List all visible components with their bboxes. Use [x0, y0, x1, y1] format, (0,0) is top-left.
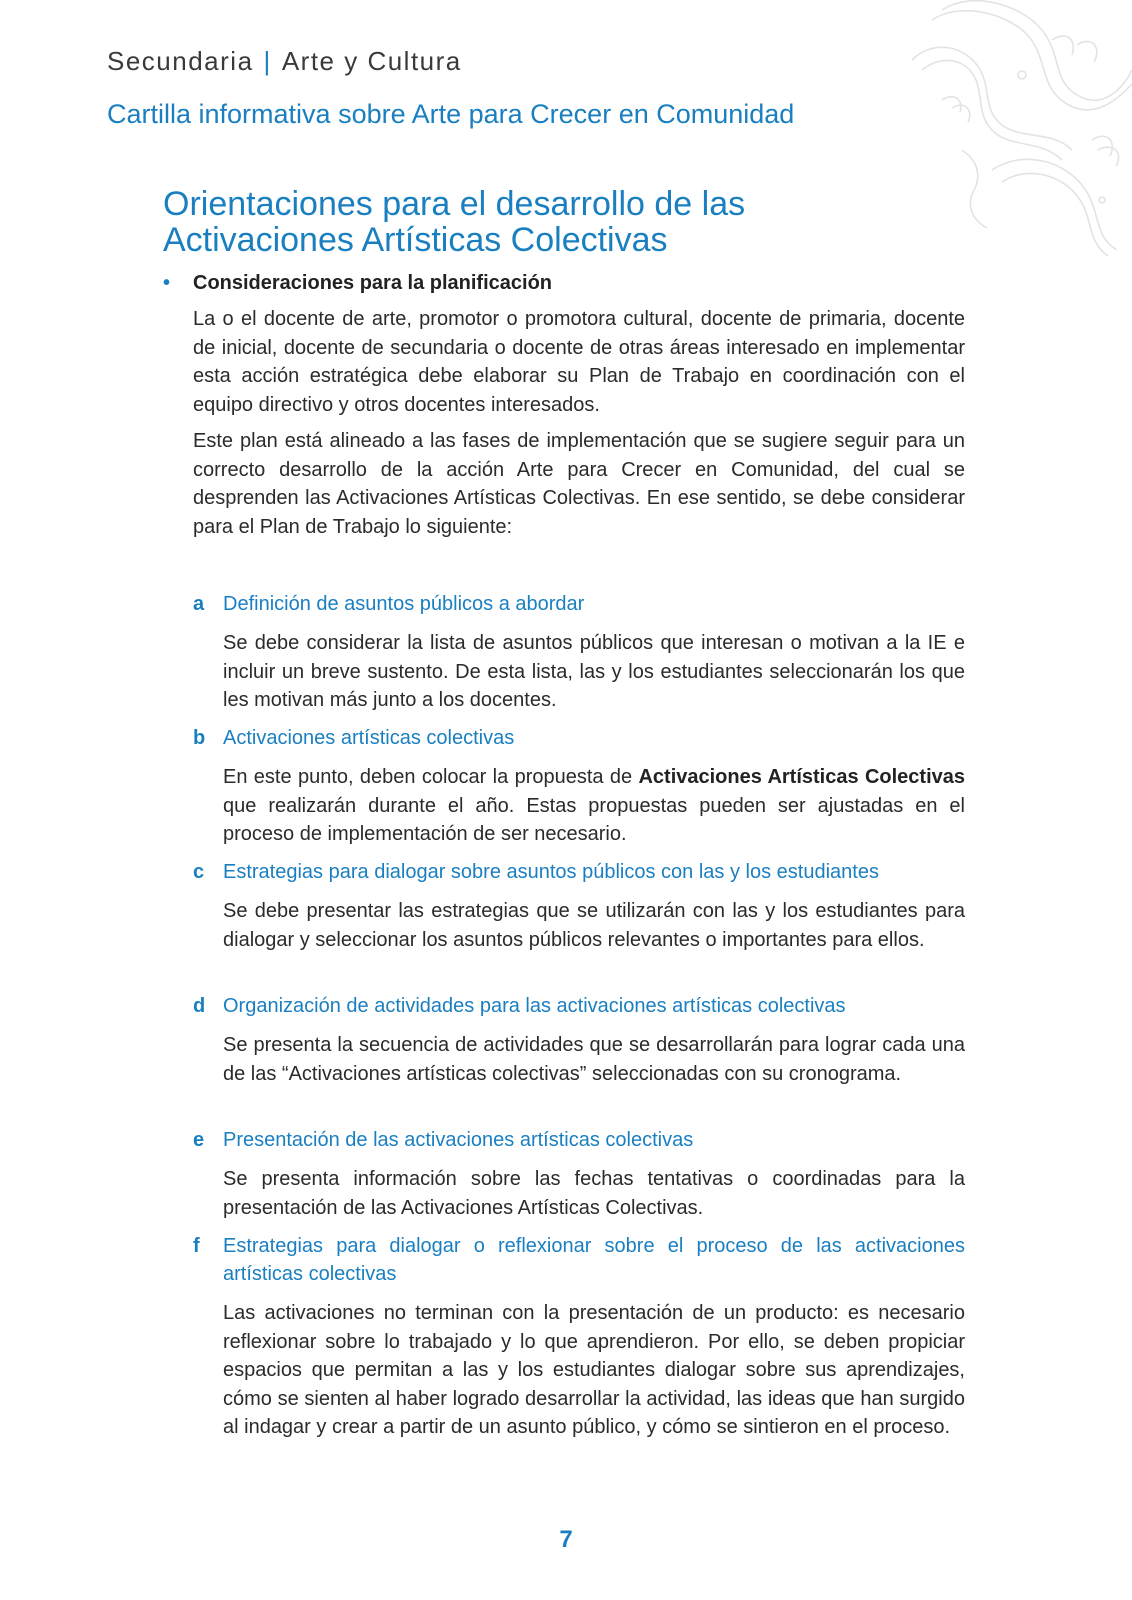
item-f-text: Las activaciones no terminan con la presentación de un producto: es necesario reflexionar sobre lo trabajado y lo que aprendieron. Por ello, se deben propiciar espacios que permitan a las y los estudiantes dialogar sobre sus aprendizajes, cómo se sienten al haber logrado desarrollar la actividad, las ideas que han surgido al indagar y crear a partir de un asunto público, y cómo se sintieron en el proceso.: [223, 1302, 965, 1438]
section-title-line1: Orientaciones para el desarrollo de las: [163, 185, 746, 223]
decorative-lineart: [902, 0, 1132, 260]
item-c-heading: [193, 858, 879, 886]
page-number: 7: [559, 1526, 573, 1553]
item-f-heading: [193, 1232, 965, 1288]
item-b-text: [223, 763, 965, 849]
header-separator: |: [263, 46, 272, 76]
item-e-letter: e: [193, 1129, 205, 1151]
section-title: [163, 186, 745, 258]
bullet-heading: [163, 272, 552, 295]
item-a-text: Se debe considerar la lista de asuntos públicos que interesan o motivan a la IE e incluir un breve sustento. De esta lista, las y los estudiantes seleccionarán los que les motivan más junto a los docentes.: [223, 632, 965, 711]
document-subtitle: Cartilla informativa sobre Arte para Crecer en Comunidad: [107, 99, 795, 129]
item-c-text: Se debe presentar las estrategias que se utilizarán con las y los estudiantes para dialogar y seleccionar los asuntos públicos relevantes o importantes para ellos.: [223, 900, 965, 951]
item-d-title: Organización de actividades para las activaciones artísticas colectivas: [223, 995, 846, 1017]
item-f-title: Estrategias para dialogar o reflexionar sobre el proceso de las activaciones artísticas colectivas: [223, 1235, 965, 1285]
item-e-title: Presentación de las activaciones artísticas colectivas: [223, 1129, 694, 1151]
intro-paragraph-1: La o el docente de arte, promotor o promotora cultural, docente de primaria, docente de inicial, docente de secundaria o docente de otras áreas interesado en implementar esta acción estratégica debe elaborar su Plan de Trabajo en coordinación con el equipo directivo y otros docentes interesados.: [193, 308, 965, 416]
item-e-heading: [193, 1126, 693, 1154]
item-b-heading: [193, 724, 514, 752]
item-b-text-pre: En este punto, deben colocar la propuesta de: [223, 766, 639, 788]
item-d-text: Se presenta la secuencia de actividades que se desarrollarán para lograr cada una de las “Activaciones artísticas colectivas” seleccionadas con su cronograma.: [223, 1034, 965, 1085]
header-breadcrumb: [107, 46, 462, 77]
item-b-letter: b: [193, 727, 206, 749]
item-b-text-bold: Activaciones Artísticas Colectivas: [638, 766, 965, 788]
header-area: Arte y Cultura: [281, 46, 462, 76]
item-b-text-post: que realizarán durante el año. Estas propuestas pueden ser ajustadas en el proceso de implementación de ser necesario.: [223, 794, 965, 845]
item-d-heading: [193, 992, 846, 1020]
item-a-heading: [193, 590, 584, 618]
item-f-letter: f: [193, 1235, 200, 1257]
item-d-letter: d: [193, 995, 206, 1017]
item-b-title: Activaciones artísticas colectivas: [223, 727, 515, 749]
item-c-title: Estrategias para dialogar sobre asuntos públicos con las y los estudiantes: [223, 861, 879, 883]
bullet-label: Consideraciones para la planificación: [193, 272, 553, 294]
header-level: Secundaria: [107, 46, 254, 76]
item-c-letter: c: [193, 861, 205, 883]
intro-paragraph-2: Este plan está alineado a las fases de implementación que se sugiere seguir para un correcto desarrollo de la acción Arte para Crecer en Comunidad, del cual se desprenden las Activaciones Artísticas Colectivas. En ese sentido, se debe considerar para el Plan de Trabajo lo siguiente:: [193, 430, 965, 538]
bullet-dot-icon: •: [163, 272, 171, 294]
item-a-title: Definición de asuntos públicos a abordar: [223, 593, 585, 615]
section-title-line2: Activaciones Artísticas Colectivas: [163, 221, 668, 259]
item-a-letter: a: [193, 593, 205, 615]
item-e-text: Se presenta información sobre las fechas tentativas o coordinadas para la presentación de las Activaciones Artísticas Colectivas.: [223, 1168, 965, 1219]
